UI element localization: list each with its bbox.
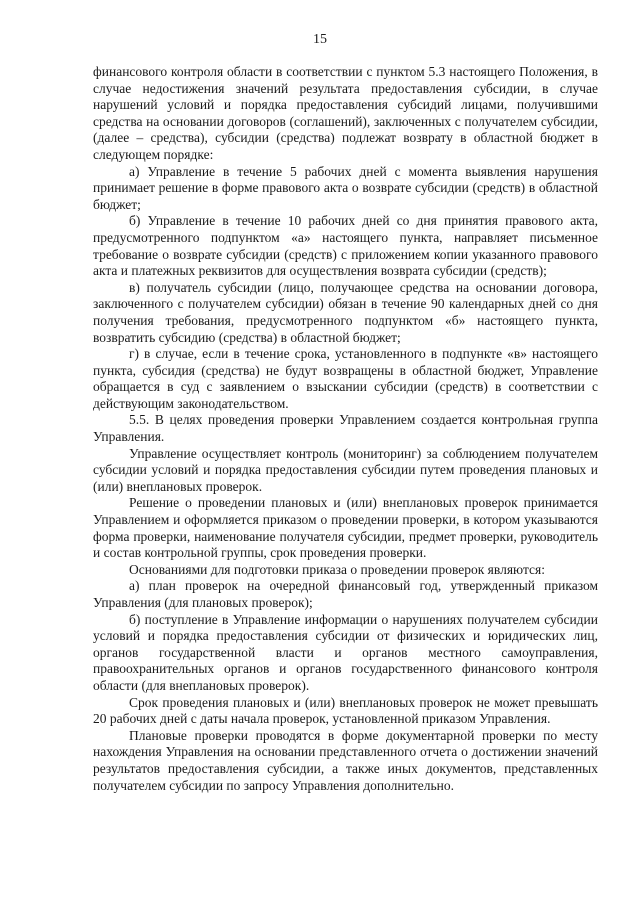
paragraph-duration: Срок проведения плановых и (или) внеплановых проверок не может превышать 20 рабочих дней с даты начала проверок, установленной приказом Управления. <box>93 694 598 727</box>
paragraph-monitoring: Управление осуществляет контроль (мониторинг) за соблюдением получателем субсидии условий и порядка предоставления субсидии путем проведения плановых и (или) внеплановых проверок. <box>93 445 598 494</box>
paragraph-decision: Решение о проведении плановых и (или) внеплановых проверок принимается Управлением и оформляется приказом о проведении проверки, в котором указываются форма проверки, наименование получателя субсидии, предмет проверки, руководитель и состав контрольной группы, срок проведения проверки. <box>93 495 598 561</box>
document-body <box>93 64 598 794</box>
paragraph-item-b: б) Управление в течение 10 рабочих дней со дня принятия правового акта, предусмотренного подпунктом «а» настоящего пункта, направляет письменное требование о возврате субсидии (средств) с приложением копии указанного правового акта и платежных реквизитов для осуществления возврата субсидии (средств); <box>93 213 598 279</box>
paragraph-continuation: финансового контроля области в соответствии с пунктом 5.3 настоящего Положения, в случае недостижения значений результата предоставления субсидии, в случае нарушений условий и порядка предоставления субсидий лицами, получившими средства на основании договоров (соглашений), заключенных с получателем субсидии, (далее – средства), субсидии (средства) подлежат возврату в областной бюджет в следующем порядке: <box>93 64 598 162</box>
paragraph-item-v: в) получатель субсидии (лицо, получающее средства на основании договора, заключенного с получателем субсидии) обязан в течение 90 календарных дней со дня получения требования, предусмотренного подпунктом «б» настоящего пункта, возвратить субсидию (средства) в областной бюджет; <box>93 279 598 345</box>
paragraph-grounds: Основаниями для подготовки приказа о проведении проверок являются: <box>129 561 545 577</box>
paragraph-section-5-5: 5.5. В целях проведения проверки Управлением создается контрольная группа Управления. <box>93 412 598 445</box>
paragraph-item-a: а) Управление в течение 5 рабочих дней с момента выявления нарушения принимает решение в форме правового акта о возврате субсидии (средств) в областной бюджет; <box>93 163 598 212</box>
page-number: 15 <box>313 32 327 47</box>
paragraph-planned-checks: Плановые проверки проводятся в форме документарной проверки по месту нахождения Управления на основании представленного отчета о достижении значений результатов предоставления субсидии, а также иных документов, представленных получателем субсидии по запросу Управления дополнительно. <box>93 727 598 793</box>
paragraph-grounds-b: б) поступление в Управление информации о нарушениях получателем субсидии условий и порядка предоставления субсидии от физических и юридических лиц, органов государственной власти и органов местного самоуправления, правоохранительных органов и органов государственного финансового контроля области (для внеплановых проверок). <box>93 611 598 693</box>
paragraph-grounds-a: а) план проверок на очередной финансовый год, утвержденный приказом Управления (для плановых проверок); <box>93 578 598 610</box>
paragraph-item-g: г) в случае, если в течение срока, установленного в подпункте «в» настоящего пункта, субсидия (средства) не будут возвращены в областной бюджет, Управление обращается в суд с заявлением о взыскании субсидии (средств) в соответствии с действующим законодательством. <box>93 346 598 411</box>
